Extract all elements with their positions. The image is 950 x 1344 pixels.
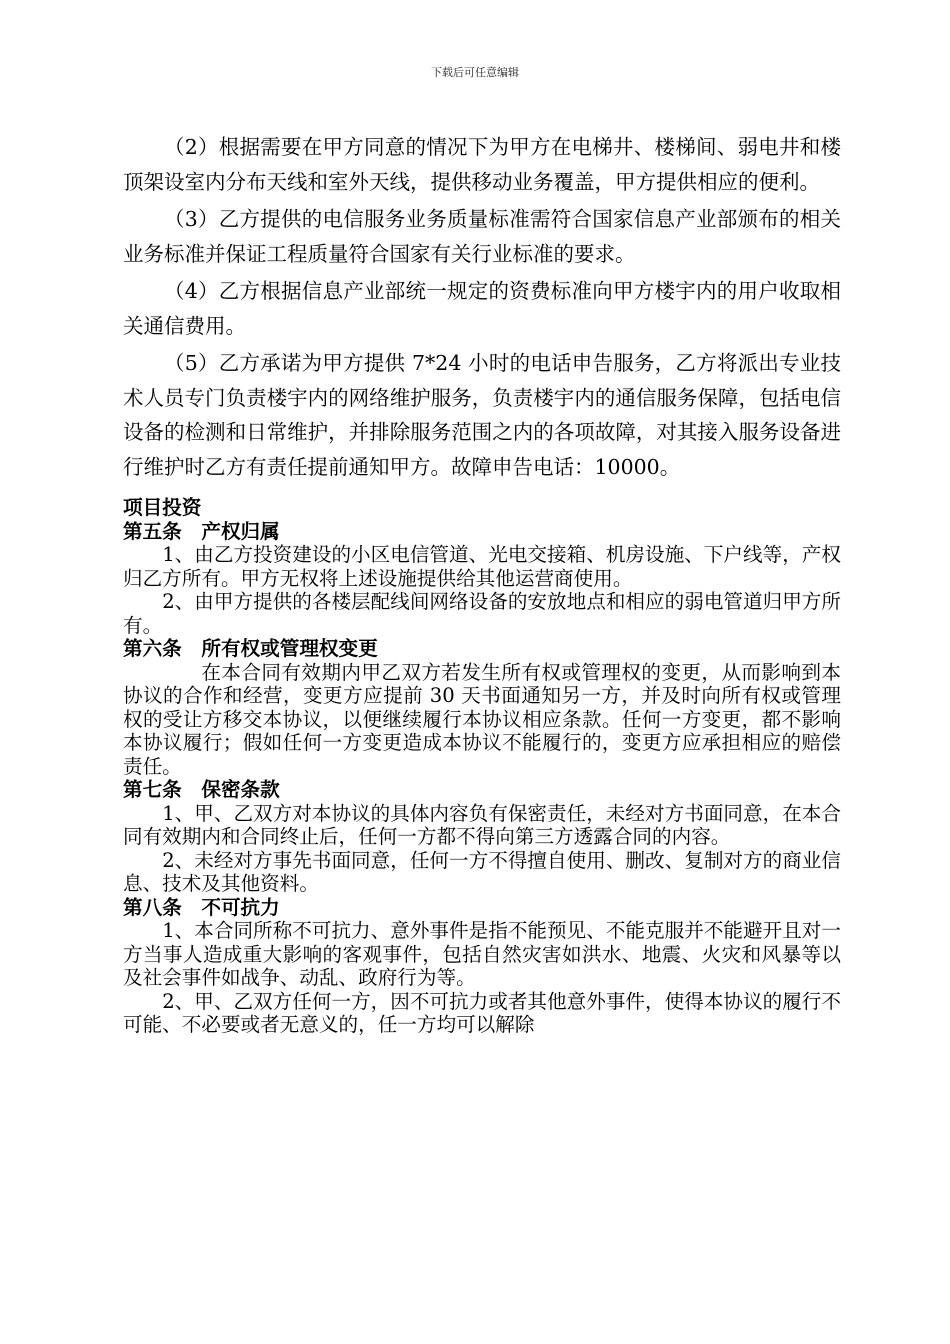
clause-paragraph: （5）乙方承诺为甲方提供 7*24 小时的电话申告服务，乙方将派出专业技术人员专门负责楼宇内的网络维护服务，负责楼宇内的通信服务保障，包括电信设备的检测和日常维护，并排除服务范围之内的各项故障，对其接入服务设备进行维护时乙方有责任提前通知甲方。故障申告电话：10000。: [123, 351, 841, 479]
article-heading: 第六条 所有权或管理权变更: [123, 637, 378, 660]
clause-paragraph: （2）根据需要在甲方同意的情况下为甲方在电梯井、楼梯间、弱电井和楼顶架设室内分布天线和室外天线，提供移动业务覆盖，甲方提供相应的便利。: [123, 135, 841, 194]
article-paragraph: 1、本合同所称不可抗力、意外事件是指不能预见、不能克服并不能避开且对一方当事人造成重大影响的客观事件，包括自然灾害如洪水、地震、火灾和风暴等以及社会事件如战争、动乱、政府行为等。: [123, 919, 841, 989]
section-heading: 项目投资: [123, 496, 202, 519]
article-paragraph: 在本合同有效期内甲乙双方若发生所有权或管理权的变更，从而影响到本协议的合作和经营，变更方应提前 30 天书面通知另一方，并及时向所有权或管理权的受让方移交本协议，以便继续履行本协议相应条款。任何一方变更，都不影响本协议履行；假如任何一方变更造成本协议不能履行的，变更方应承担相应的赔偿责任。: [123, 660, 841, 778]
document-body: [123, 130, 841, 1037]
article-paragraph: 2、甲、乙双方任何一方，因不可抗力或者其他意外事件，使得本协议的履行不可能、不必要或者无意义的，任一方均可以解除: [123, 989, 841, 1036]
article-heading: 第五条 产权归属: [123, 519, 280, 543]
page-header: 下载后可任意编辑: [431, 66, 519, 79]
article-paragraph: 2、由甲方提供的各楼层配线间网络设备的安放地点和相应的弱电管道归甲方所有。: [123, 590, 841, 637]
article-heading: 第七条 保密条款: [123, 778, 280, 801]
article-paragraph: 1、甲、乙双方对本协议的具体内容负有保密责任，未经对方书面同意，在本合同有效期内和合同终止后，任何一方都不得向第三方透露合同的内容。: [123, 801, 841, 848]
clause-paragraph: （3）乙方提供的电信服务业务质量标准需符合国家信息产业部颁布的相关业务标准并保证工程质量符合国家有关行业标准的要求。: [123, 207, 841, 266]
article-paragraph: 2、未经对方事先书面同意，任何一方不得擅自使用、删改、复制对方的商业信息、技术及其他资料。: [123, 848, 841, 895]
article-paragraph: 1、由乙方投资建设的小区电信管道、光电交接箱、机房设施、下户线等，产权归乙方所有。甲方无权将上述设施提供给其他运营商使用。: [123, 543, 841, 590]
article-heading: 第八条 不可抗力: [123, 895, 280, 919]
clause-paragraph: （4）乙方根据信息产业部统一规定的资费标准向甲方楼宇内的用户收取相关通信费用。: [123, 279, 841, 338]
